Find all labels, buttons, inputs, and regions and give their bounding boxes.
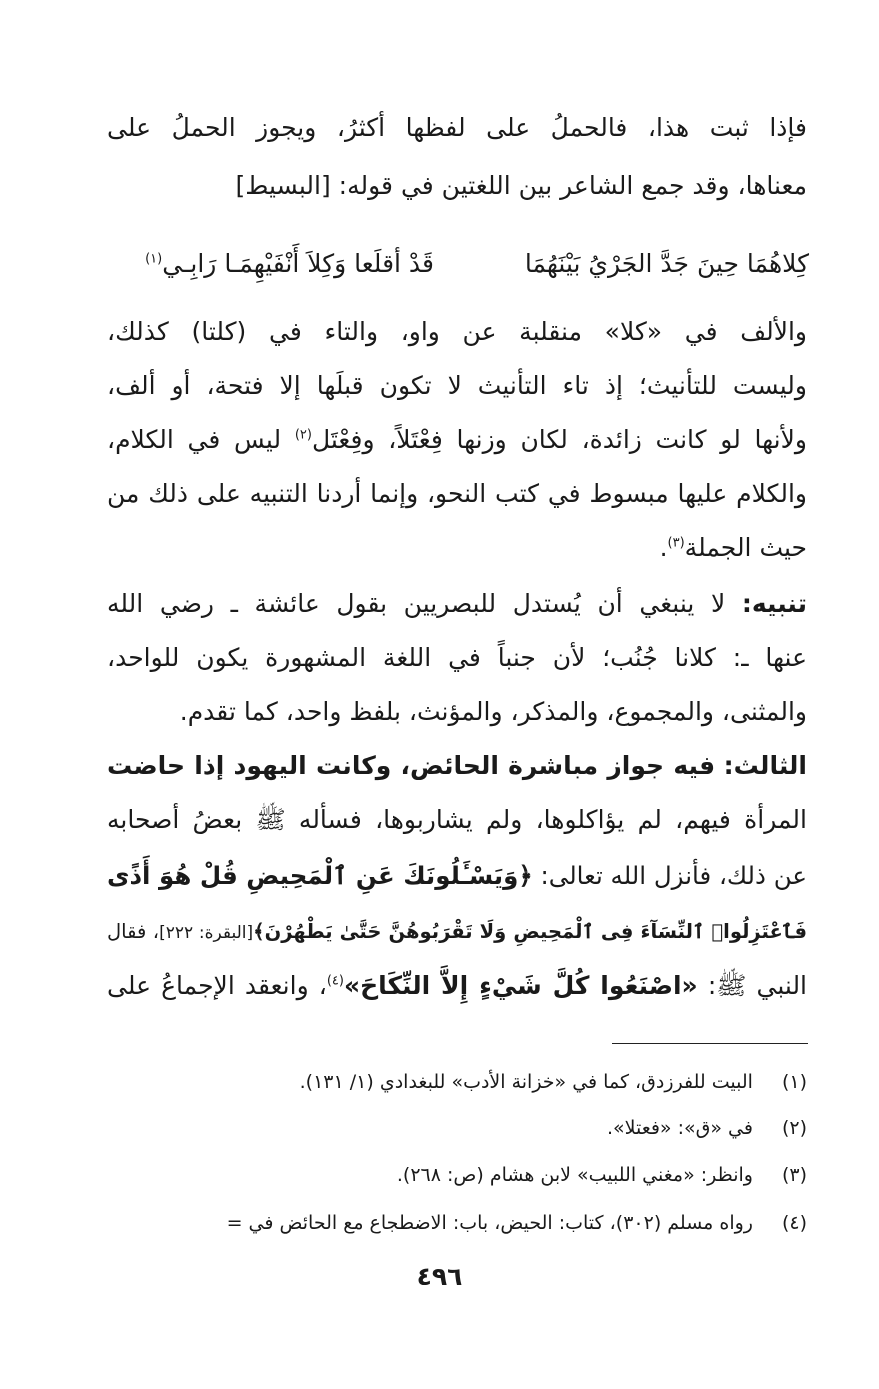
verse-text: قَدْ أقلَعا وَكِلاَ أَنْفَيْهِمَـا رَابِـي — [162, 249, 434, 278]
hadith-text: «اصْنَعُوا كُلَّ شَيْءٍ إِلاَّ النِّكَاحَ» — [343, 971, 698, 1000]
body-line — [107, 848, 807, 904]
body-line — [107, 904, 807, 960]
body-line: والمثنى، والمجموع، والمذكر، والمؤنث، بلفظ واحد، كما تقدم. — [179, 697, 807, 726]
body-line — [107, 412, 807, 468]
body-line — [107, 738, 807, 794]
body-line — [107, 958, 807, 1014]
footnote-ref: (٤) — [326, 973, 344, 989]
verse-text: كِلاهُمَا حِينَ جَدَّ الجَرْيُ بَيْنَهُمَا — [524, 249, 809, 278]
footnote-number: (١) — [781, 1071, 807, 1093]
footnote — [87, 1155, 807, 1195]
body-line: فإذا ثبت هذا، فالحملُ على لفظها أكثرُ، ويجوز الحملُ على — [107, 113, 807, 142]
quran-text: ﴿وَيَسْـَٔلُونَكَ عَنِ ٱلْمَحِيضِ قُلْ هُوَ أَذًى — [107, 861, 533, 890]
footnote-ref: (٣) — [667, 535, 685, 551]
footnote-ref: (١) — [145, 251, 163, 267]
body-line: المرأة فيهم، لم يؤاكلوها، ولم يشاربوها، فسأله ﷺ بعضُ أصحابه — [107, 805, 807, 834]
footnote — [87, 1203, 807, 1243]
body-line: عنها ـ: كلانا جُنُب؛ لأن جنباً في اللغة المشهورة يكون للواحد، — [107, 643, 807, 672]
text-run: لا ينبغي أن يُستدل للبصريين بقول عائشة ـ رضي الله — [107, 589, 726, 618]
note-heading: تنبيه: — [741, 589, 807, 618]
footnote-text: في «ق»: «فعتلا». — [606, 1117, 753, 1139]
text-run: ولأنها لو كانت زائدة، لكان وزنها فِعْتَلاً، وفِعْتَل — [311, 425, 807, 454]
body-line: والألف في «كلا» منقلبة عن واو، والتاء في (كلتا) كذلك، — [107, 317, 807, 346]
text-run: فيه جواز مباشرة الحائض، وكانت اليهود إذا حاضت — [107, 751, 716, 780]
body-line: وليست للتأنيث؛ إذ تاء التأنيث لا تكون قبلَها إلا فتحة، أو ألف، — [107, 371, 807, 400]
page-number: ٤٩٦ — [416, 1262, 463, 1291]
footnote-text: وانظر: «مغني اللبيب» لابن هشام (ص: ٢٦٨). — [396, 1164, 753, 1186]
quran-reference: [البقرة: ٢٢٢] — [159, 923, 254, 943]
footnote-separator — [612, 1043, 808, 1044]
text-run: ليس في الكلام، — [107, 425, 282, 454]
verse-first-hemistich — [525, 236, 809, 292]
text-run: . — [659, 533, 668, 562]
body-line: معناها، وقد جمع الشاعر بين اللغتين في قوله: [البسيط] — [235, 171, 807, 200]
text-run: ، وانعقد الإجماعُ على — [107, 971, 327, 1000]
text-run: ، فقال — [107, 920, 160, 943]
footnote-text: البيت للفرزدق، كما في «خزانة الأدب» للبغدادي (١/ ١٣١). — [299, 1071, 753, 1093]
footnote-number: (٤) — [781, 1212, 807, 1234]
footnote — [87, 1062, 807, 1102]
section-heading: الثالث: — [723, 751, 807, 780]
text-run: حيث الجملة — [684, 533, 807, 562]
footnote-text: رواه مسلم (٣٠٢)، كتاب: الحيض، باب: الاضطجاع مع الحائض في = — [226, 1212, 753, 1234]
body-line — [107, 520, 807, 576]
footnote-ref: (٢) — [294, 427, 312, 443]
footnote-number: (٢) — [781, 1117, 807, 1139]
text-run: النبي ﷺ: — [707, 971, 808, 1000]
body-line — [107, 576, 807, 632]
quran-text: فَٱعْتَزِلُوا۟ ٱلنِّسَآءَ فِى ٱلْمَحِيضِ وَلَا تَقْرَبُوهُنَّ حَتَّىٰ يَطْهُرْنَ﴾ — [253, 920, 807, 943]
footnote — [87, 1108, 807, 1148]
verse-second-hemistich — [145, 236, 434, 292]
text-run: عن ذلك، فأنزل الله تعالى: — [540, 861, 807, 890]
body-line: والكلام عليها مبسوط في كتب النحو، وإنما أردنا التنبيه على ذلك من — [107, 479, 807, 508]
footnote-number: (٣) — [781, 1164, 807, 1186]
